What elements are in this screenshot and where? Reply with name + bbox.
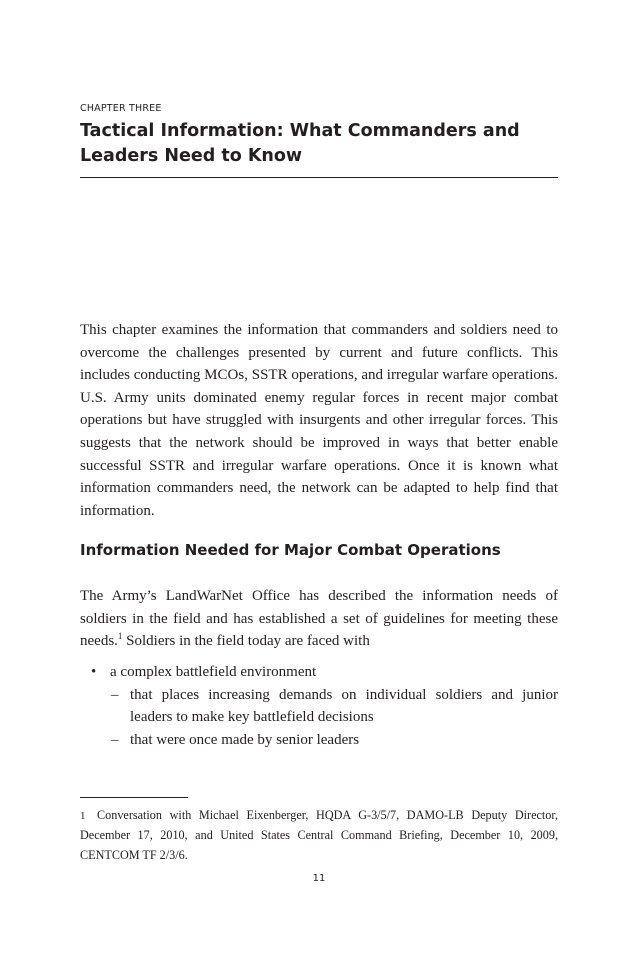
footnote [80,806,558,865]
dash-marker: – [111,731,119,748]
footnote-text: Conversation with Michael Eixenberger, HQDA G-3/5/7, DAMO-LB Deputy Director, December 17, 2010, and United States Central Command Briefing, December 10, 2009, CENTCOM TF 2/3/6. [80,808,558,862]
page-number: 11 [312,873,326,884]
section-paragraph-tail: Soldiers in the field today are faced with [122,633,370,650]
section-paragraph [80,585,558,653]
footnote-number: 1 [80,810,86,822]
sub-list-item [80,684,558,729]
list-item-text: a complex battlefield environment [110,664,317,680]
chapter-title: Tactical Information: What Commanders and Leaders Need to Know [80,121,520,166]
footnote-reference[interactable]: 1 [117,631,123,642]
intro-paragraph: This chapter examines the information that commanders and soldiers need to overcome the challenges presented by current and future conflicts. This includes conducting MCOs, SSTR operations, and irregular warfare operations. U.S. Army units dominated enemy regular forces in recent major combat operations but have struggled with insurgents and other irregular forces. This suggests that the network should be improved in ways that better enable successful SSTR and irregular warfare operations. Once it is known what information commanders need, the network can be adapted to help find that information. [80,322,558,519]
footnote-rule [80,797,188,798]
sub-list-item-text: that were once made by senior leaders [130,731,360,748]
section-paragraph-main: The Army’s LandWarNet Office has described the information needs of soldiers in the field and has established a set of guidelines for meeting these needs. [80,588,558,650]
list-item [80,661,558,684]
dash-marker: – [111,686,119,703]
title-rule [80,177,558,178]
bullet-list [80,661,558,751]
chapter-label: CHAPTER THREE [80,103,162,114]
sub-list-item-text: that places increasing demands on individual soldiers and junior leaders to make key battlefield decisions [130,686,558,726]
bullet-marker: • [91,664,97,680]
sub-list-item [80,729,558,752]
section-heading: Information Needed for Major Combat Operations [80,541,501,559]
